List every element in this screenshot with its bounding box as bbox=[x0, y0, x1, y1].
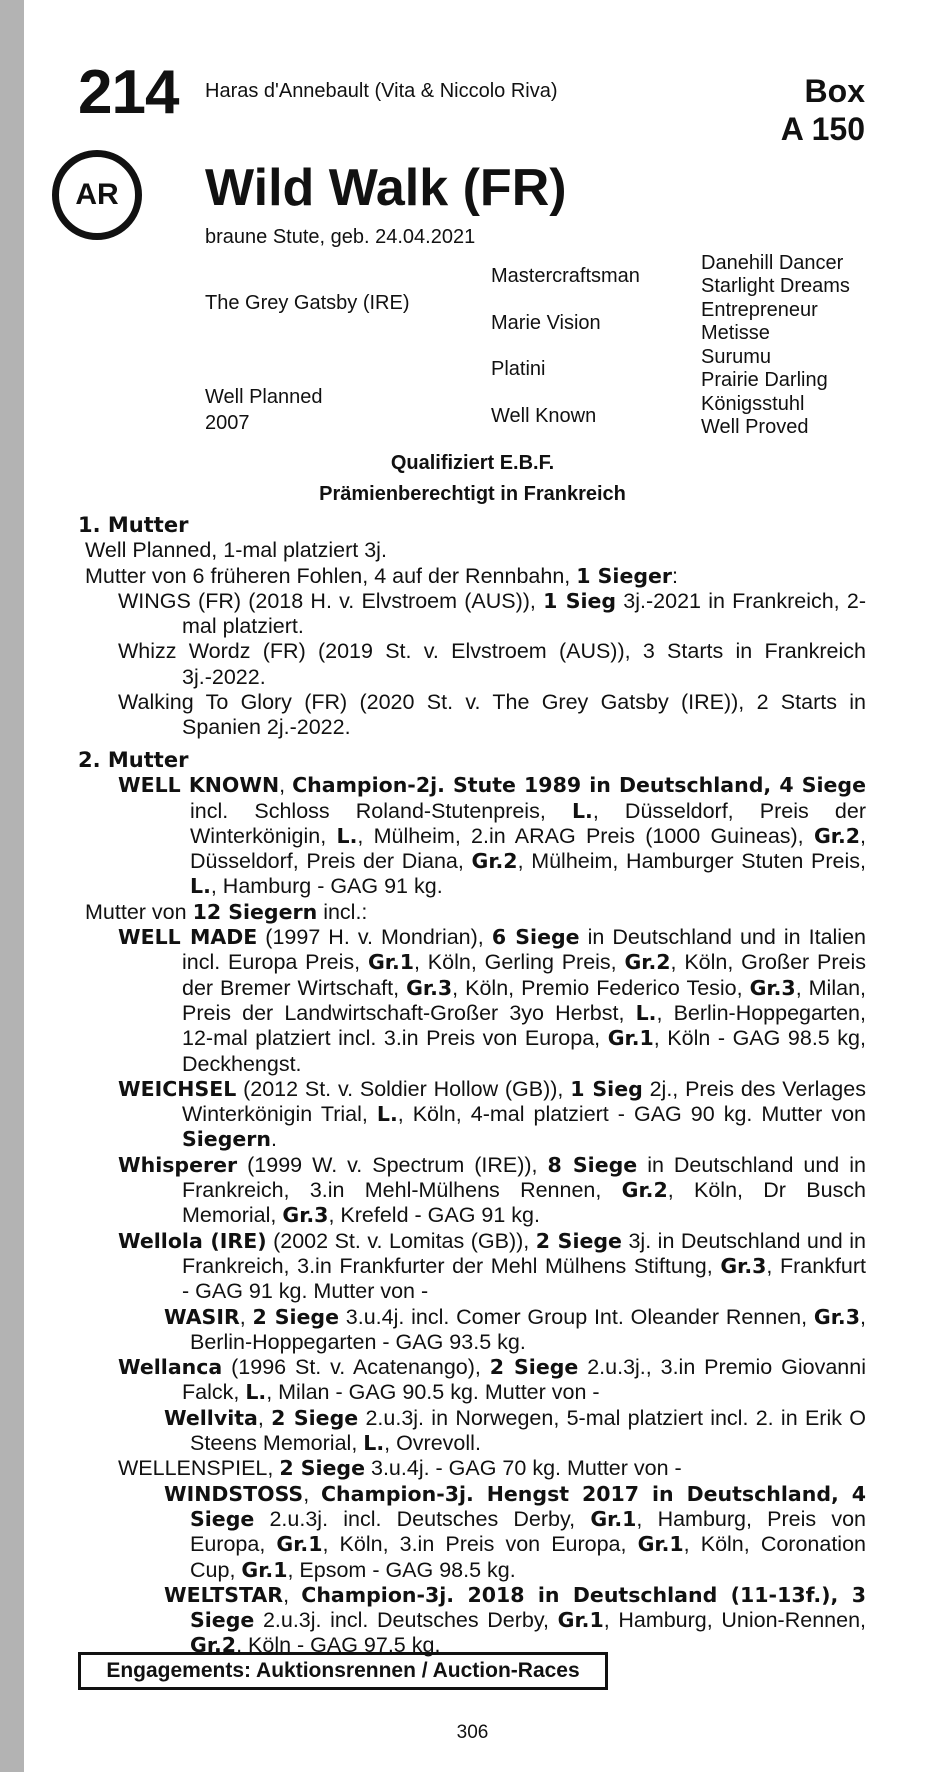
ws-t1: 3.u.4j. incl. Comer Group Int. Oleander Rennen, bbox=[345, 1304, 808, 1329]
ws-comma: , bbox=[239, 1304, 246, 1329]
wd-g2: Gr.1 bbox=[276, 1532, 323, 1557]
box-number: A 150 bbox=[780, 111, 865, 147]
first-dam-heading: 1. Mutter bbox=[78, 513, 189, 537]
wm-b1: 6 Siege bbox=[491, 925, 580, 950]
pedigree-gen3-3: Entrepreneur bbox=[701, 299, 818, 321]
wh-t4: , Krefeld - GAG 91 kg. bbox=[328, 1203, 540, 1228]
wm-t2: in Deutschland und in Italien incl. Europa Preis, bbox=[182, 925, 866, 975]
ws-t2: , Berlin-Hoppegarten - GAG 93.5 kg. bbox=[190, 1304, 866, 1354]
wm-g4: Gr.3 bbox=[749, 975, 796, 1000]
wt-name: WELTSTAR bbox=[164, 1582, 284, 1607]
we-t4: . bbox=[270, 1127, 277, 1152]
pedigree-gen2-3: Platini bbox=[491, 358, 546, 380]
wm-g5: Gr.1 bbox=[607, 1026, 654, 1051]
wo-t2: 3j. in Deutschland und in Frankreich, 3.in Frankfurter der Mehl Mülhens Stiftung, bbox=[182, 1228, 866, 1278]
wa-b1: 2 Siege bbox=[489, 1355, 579, 1380]
wt-champ: Champion-3j. 2018 in Deutschland (11-13f.), 3 Siege bbox=[190, 1582, 866, 1633]
qualification-note: Qualifiziert E.B.F. bbox=[390, 452, 555, 474]
wa-t3: , Milan - GAG 90.5 kg. Mutter von - bbox=[266, 1380, 600, 1405]
we-l1: L. bbox=[376, 1102, 398, 1127]
wk-l2: L. bbox=[336, 823, 358, 848]
foal-wings-name: WINGS (FR) (2018 H. v. Elvstroem (AUS)), bbox=[118, 588, 536, 613]
wm-g1: Gr.1 bbox=[367, 950, 415, 975]
entry-windstoss bbox=[78, 1482, 866, 1583]
pedigree-dam-year: 2007 bbox=[205, 412, 250, 434]
entry-wellola bbox=[78, 1229, 866, 1305]
box-label: Box bbox=[804, 73, 865, 109]
wo-t1: (2002 St. v. Lomitas (GB)), bbox=[273, 1228, 530, 1253]
we-name: WEICHSEL bbox=[118, 1076, 237, 1101]
wv-comma: , bbox=[257, 1405, 264, 1430]
produce-winners: 1 Sieger bbox=[576, 563, 673, 588]
wo-b1: 2 Siege bbox=[535, 1228, 622, 1253]
foal-walking: Walking To Glory (FR) (2020 St. v. The Grey Gatsby (IRE)), 2 Starts in Spanien 2j.-2022. bbox=[118, 690, 866, 740]
wd-g3: Gr.1 bbox=[637, 1532, 684, 1557]
wd-t3: , Köln, 3.in Preis von Europa, bbox=[322, 1532, 627, 1557]
second-dam-heading: 2. Mutter bbox=[78, 748, 189, 772]
sd-produce-c: incl.: bbox=[323, 899, 368, 924]
wm-t3: , Köln, Gerling Preis, bbox=[414, 950, 617, 975]
wm-l1: L. bbox=[635, 1000, 657, 1025]
wk-l3: L. bbox=[190, 874, 211, 899]
wh-t3: , Köln, Dr Busch Memorial, bbox=[182, 1178, 866, 1228]
foal-wings-detail: 3j.-2021 in Frankreich, 2-mal platziert. bbox=[182, 588, 866, 639]
we-t1: (2012 St. v. Soldier Hollow (GB)), bbox=[243, 1076, 564, 1101]
first-dam-produce bbox=[78, 564, 866, 589]
second-dam-section bbox=[78, 748, 866, 1659]
entry-wellanca bbox=[78, 1355, 866, 1406]
wk-t4: , Düsseldorf, Preis der Diana, bbox=[190, 823, 866, 874]
entry-wellenspiel bbox=[78, 1456, 866, 1481]
wk-t5: , Mülheim, Hamburger Stuten Preis, bbox=[517, 849, 866, 874]
wt-t3: , Köln - GAG 97.5 kg. bbox=[236, 1633, 441, 1658]
foal-whizz: Whizz Wordz (FR) (2019 St. v. Elvstroem (AUS)), 3 Starts in Frankreich 3j.-2022. bbox=[118, 639, 866, 689]
pedigree-gen3-5: Surumu bbox=[701, 346, 772, 368]
we-b2: Siegern bbox=[182, 1127, 271, 1152]
wm-t7: , Berlin-Hoppegarten, 12-mal platziert incl. 3.in Preis von Europa, bbox=[182, 1000, 866, 1051]
wd-comma: , bbox=[303, 1481, 310, 1506]
pedigree-gen3-6: Prairie Darling bbox=[701, 369, 828, 391]
wp-t1: 3.u.4j. - GAG 70 kg. Mutter von - bbox=[371, 1456, 682, 1481]
wm-t6: , Milan, Preis der Landwirtschaft-Großer 3yo Herbst, bbox=[182, 975, 866, 1025]
wo-g1: Gr.3 bbox=[720, 1253, 767, 1278]
wk-g1: Gr.2 bbox=[813, 823, 861, 848]
wd-t2: , Hamburg, Preis von Europa, bbox=[190, 1506, 866, 1557]
premium-note: Prämienberechtigt in Frankreich bbox=[319, 483, 626, 505]
entry-wellvita bbox=[78, 1406, 866, 1457]
pedigree-gen3-2: Starlight Dreams bbox=[701, 275, 850, 297]
wa-name: Wellanca bbox=[118, 1355, 223, 1380]
wk-l1: L. bbox=[571, 798, 593, 823]
pedigree-gen3-8: Well Proved bbox=[701, 416, 809, 438]
wa-t1: (1996 St. v. Acatenango), bbox=[231, 1355, 481, 1380]
wm-g2: Gr.2 bbox=[624, 950, 671, 975]
wd-name: WINDSTOSS bbox=[164, 1481, 304, 1506]
wh-name: Whisperer bbox=[118, 1152, 238, 1177]
produce-text: Mutter von 6 früheren Fohlen, 4 auf der Rennbahn, bbox=[85, 563, 571, 588]
seller-name: Haras d'Annebault (Vita & Niccolo Riva) bbox=[205, 80, 558, 102]
pedigree-gen3-1: Danehill Dancer bbox=[701, 252, 844, 274]
pedigree-gen3-7: Königsstuhl bbox=[701, 393, 805, 415]
wk-champ: Champion-2j. Stute 1989 in Deutschland, 4 Siege bbox=[292, 773, 866, 798]
wk-t6: , Hamburg - GAG 91 kg. bbox=[210, 874, 443, 899]
ws-g1: Gr.3 bbox=[813, 1304, 860, 1329]
second-dam-produce bbox=[78, 900, 866, 925]
wt-t1: 2.u.3j. incl. Deutsches Derby, bbox=[262, 1608, 549, 1633]
entry-weichsel bbox=[78, 1077, 866, 1153]
wt-comma: , bbox=[283, 1582, 290, 1607]
wa-l1: L. bbox=[245, 1380, 267, 1405]
wt-t2: , Hamburg, Union-Rennen, bbox=[603, 1608, 866, 1633]
engagements-box: Engagements: Auktionsrennen / Auction-Races bbox=[78, 1652, 608, 1690]
ws-b1: 2 Siege bbox=[252, 1304, 339, 1329]
wm-t5: , Köln, Premio Federico Tesio, bbox=[452, 975, 743, 1000]
wh-b1: 8 Siege bbox=[547, 1152, 638, 1177]
sd-produce-a: Mutter von bbox=[85, 899, 187, 924]
foal-wings bbox=[78, 589, 866, 640]
wp-name: WELLENSPIEL, bbox=[118, 1456, 274, 1481]
wm-g3: Gr.3 bbox=[406, 975, 453, 1000]
wh-g2: Gr.3 bbox=[282, 1203, 329, 1228]
ws-name: WASIR bbox=[164, 1304, 240, 1329]
wm-t4: , Köln, Großer Preis der Bremer Wirtschaft, bbox=[182, 950, 866, 1000]
wd-t1: 2.u.3j. incl. Deutsches Derby, bbox=[269, 1506, 576, 1531]
sd-produce-b: 12 Siegern bbox=[192, 899, 318, 924]
wo-name: Wellola (IRE) bbox=[118, 1228, 267, 1253]
wk-name: WELL KNOWN bbox=[118, 773, 280, 798]
wk-comma: , bbox=[279, 773, 286, 798]
ar-badge: AR bbox=[52, 150, 142, 240]
pedigree-dam: Well Planned bbox=[205, 386, 323, 408]
first-dam-section bbox=[78, 513, 866, 741]
we-b1: 1 Sieg bbox=[570, 1076, 643, 1101]
wv-name: Wellvita bbox=[164, 1405, 258, 1430]
pedigree-sire: The Grey Gatsby (IRE) bbox=[205, 292, 410, 314]
lot-number: 214 bbox=[78, 58, 179, 127]
entry-weltstar bbox=[78, 1583, 866, 1659]
entry-wasir bbox=[78, 1305, 866, 1356]
wk-g2: Gr.2 bbox=[471, 849, 518, 874]
wd-t4: , Köln, Coronation Cup, bbox=[190, 1532, 866, 1582]
horse-name: Wild Walk (FR) bbox=[205, 159, 567, 217]
we-t3: , Köln, 4-mal platziert - GAG 90 kg. Mutter von bbox=[397, 1102, 866, 1127]
wd-g4: Gr.1 bbox=[241, 1557, 288, 1582]
wd-t5: , Epsom - GAG 98.5 kg. bbox=[287, 1557, 516, 1582]
page-margin-bar bbox=[0, 0, 24, 1772]
horse-description: braune Stute, geb. 24.04.2021 bbox=[205, 226, 476, 248]
wo-t3: , Frankfurt - GAG 91 kg. Mutter von - bbox=[182, 1253, 867, 1304]
wv-t1: 2.u.3j. in Norwegen, 5-mal platziert incl. 2. in Erik O Steens Memorial, bbox=[190, 1405, 866, 1456]
wv-b1: 2 Siege bbox=[271, 1405, 359, 1430]
box-info bbox=[781, 72, 865, 148]
wp-b1: 2 Siege bbox=[279, 1456, 366, 1481]
first-dam-summary: Well Planned, 1-mal platziert 3j. bbox=[85, 538, 387, 563]
wt-g2: Gr.2 bbox=[190, 1633, 237, 1658]
wm-t8: , Köln - GAG 98.5 kg, Deckhengst. bbox=[182, 1026, 866, 1076]
page-number: 306 bbox=[456, 1722, 489, 1743]
wm-name: WELL MADE bbox=[118, 925, 258, 950]
foal-wings-wins: 1 Sieg bbox=[543, 588, 617, 613]
wm-t1: (1997 H. v. Mondrian), bbox=[265, 925, 484, 950]
wh-t2: in Deutschland und in Frankreich, 3.in Mehl-Mülhens Rennen, bbox=[182, 1152, 866, 1203]
we-t2: 2j., Preis des Verlages Winterkönigin Trial, bbox=[182, 1076, 866, 1127]
wk-t3: , Mülheim, 2.in ARAG Preis (1000 Guineas), bbox=[357, 823, 804, 848]
wk-t2: , Düsseldorf, Preis der Winterkönigin, bbox=[190, 798, 866, 848]
entry-whisperer bbox=[78, 1153, 866, 1229]
wd-champ: Champion-3j. Hengst 2017 in Deutschland, 4 Siege bbox=[190, 1481, 866, 1531]
entry-well-known bbox=[78, 773, 866, 899]
wv-l1: L. bbox=[363, 1431, 385, 1456]
produce-colon: : bbox=[672, 563, 679, 588]
wa-t2: 2.u.3j., 3.in Premio Giovanni Falck, bbox=[182, 1355, 866, 1405]
wv-t2: , Ovrevoll. bbox=[384, 1431, 481, 1456]
wh-t1: (1999 W. v. Spectrum (IRE)), bbox=[247, 1152, 538, 1177]
pedigree-gen3-4: Metisse bbox=[701, 322, 770, 344]
pedigree-gen2-1: Mastercraftsman bbox=[491, 265, 640, 287]
wt-g1: Gr.1 bbox=[557, 1608, 604, 1633]
entry-well-made bbox=[78, 925, 866, 1077]
pedigree-gen2-2: Marie Vision bbox=[491, 312, 601, 334]
pedigree-gen2-4: Well Known bbox=[491, 405, 597, 427]
wk-t1: incl. Schloss Roland-Stutenpreis, bbox=[190, 798, 546, 823]
wh-g1: Gr.2 bbox=[621, 1178, 668, 1203]
wd-g1: Gr.1 bbox=[590, 1506, 637, 1531]
